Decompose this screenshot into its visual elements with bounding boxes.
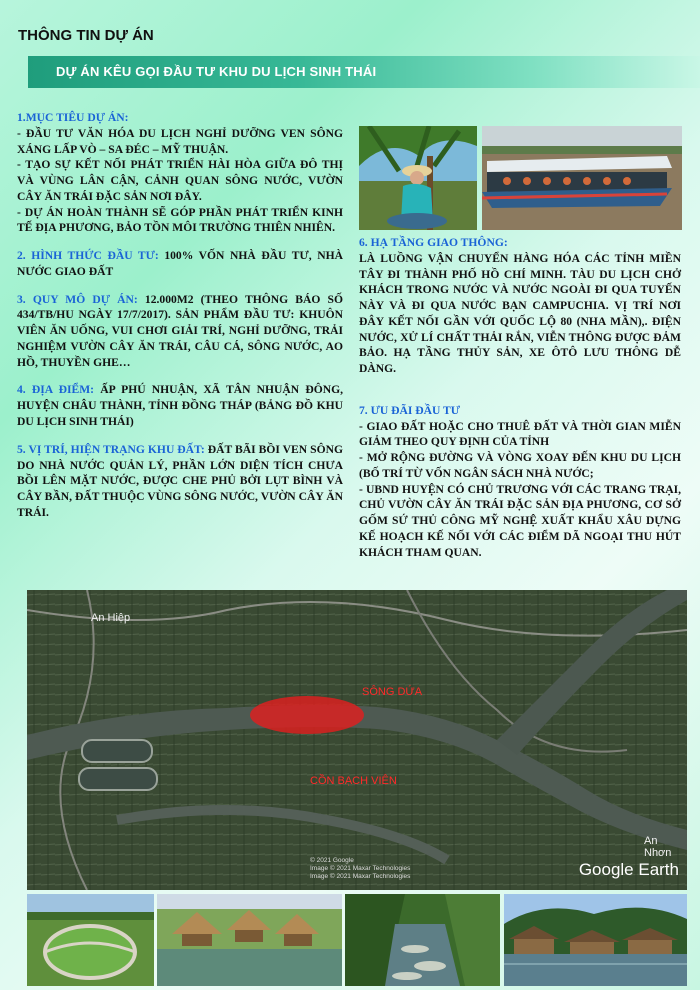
section-text: ẤP PHÚ NHUẬN, XÃ TÂN NHUẬN ĐÔNG, HUYỆN CHÂU THÀNH, TỈNH ĐỒNG THÁP (BẢNG ĐỒ KHU DU LỊCH SINH THÁI) [17,383,344,429]
section-line: - UBND HUYỆN CÓ CHỦ TRƯƠNG VỚI CÁC TRANG TRẠI, CHỦ VƯỜN CÂY ĂN TRÁI ĐẶC SẢN ĐỊA PHƯƠNG, CƠ SỞ GỐM SỨ THỦ CÔNG MỸ NGHỆ XUẤT KHẨU XÂU DỰNG KẾ HOẠCH KẾ NỐI VỚI CÁC ĐIỂM DÃ NGOẠI THU HÚT KHÁCH THAM QUAN. [359,482,681,559]
section-heading: 2. HÌNH THỨC ĐẦU TƯ: [17,249,159,263]
section-investment-form [17,248,343,280]
section-heading: 7. ƯU ĐÃI ĐẦU TƯ [359,403,461,417]
photo-woman-coconut [359,126,477,230]
section-heading: 3. QUY MÔ DỰ ÁN: [17,292,138,306]
section-site-status [17,442,343,521]
google-earth-logo: Google Earth [578,860,679,879]
right-column [359,235,681,573]
satellite-imagery [27,590,687,890]
section-incentives [359,403,681,561]
section-text: ĐẤT BÃI BỒI VEN SÔNG DO NHÀ NƯỚC QUẢN LÝ, PHẦN LỚN DIỆN TÍCH CHƯA BỒI LÊN MẶT NƯỚC, ĐƯỢC CHE PHỦ BỞI LỤT BÌNH VÀ CÂY BẦN, ĐẤT THUỘC VÙNG SÔNG NƯỚC, VƯỜN CÂY ĂN TRÁI. [17,442,343,519]
photo-thatched-huts [157,894,342,986]
section-heading: 4. ĐỊA ĐIỂM: [17,383,95,397]
section-heading: 5. VỊ TRÍ, HIỆN TRẠNG KHU ĐẤT: [17,442,205,456]
map-label-con-bach-vien: CỒN BẠCH VIÊN [310,775,397,787]
photo-boats-canal [345,894,500,986]
project-banner [28,56,700,88]
satellite-map [27,590,687,890]
section-line: - GIAO ĐẤT HOẶC CHO THUÊ ĐẤT VÀ THỜI GIAN MIỄN GIẢM THEO QUY ĐỊNH CỦA TỈNH [359,419,681,449]
section-location [17,382,343,429]
photo-riverside-resort [504,894,687,986]
banner-text: DỰ ÁN KÊU GỌI ĐẦU TƯ KHU DU LỊCH SINH THÁI [56,64,377,79]
section-heading: 1.MỤC TIÊU DỰ ÁN: [17,111,129,124]
section-line: - MỞ RỘNG ĐƯỜNG VÀ VÒNG XOAY ĐẾN KHU DU LỊCH (BỐ TRÍ TỪ VỐN NGÂN SÁCH NHÀ NƯỚC; [359,451,681,480]
map-label-an-hiep: An Hiệp [91,612,131,624]
section-transport [359,235,681,377]
map-label-an-nhon: An Nhơn [644,835,672,859]
map-credit: © 2021 Google Image © 2021 Maxar Technologies Image © 2021 Maxar Technologies [310,857,411,880]
section-text: 12.000M2 (THEO THÔNG BÁO SỐ 434/TB/HU NGÀY 17/7/2017). SẢN PHẨM ĐẦU TƯ: KHUÔN VIÊN ĂN UỐNG, VUI CHƠI GIẢI TRÍ, NGHỈ DƯỠNG, TRẢI NGHIỆM VƯỜN CÂY ĂN TRÁI, CÂU CÁ, SÔNG NƯỚC, AO HỒ, THUYỀN GHE… [17,292,343,369]
section-line: - TẠO SỰ KẾT NỐI PHÁT TRIỂN HÀI HÒA GIỮA ĐÔ THỊ VÀ VÙNG LÂN CẬN, CẢNH QUAN SÔNG NƯỚC, VƯỜN CÂY ĂN TRÁI ĐẶC SẢN NƠI ĐÂY. [17,158,343,203]
section-text: LÀ LUỒNG VẬN CHUYỂN HÀNG HÓA CÁC TỈNH MIỀN TÂY ĐI THÀNH PHỐ HỒ CHÍ MINH. TÀU DU LỊCH CHỞ KHÁCH TRONG NƯỚC VÀ NƯỚC NGOÀI ĐI QUA TUYẾN NÀY VÀ ĐI QUA NƯỚC BẠN CAMPUCHIA. VỊ TRÍ NƠI ĐÂY KẾT NỐI GẦN VỚI QUỐC LỘ 80 (NHA MẦN),. ĐIỆN NƯỚC, XỬ LÍ CHẤT THẢI RẮN, VIỄN THÔNG ĐƯỢC ĐẢM BẢO. HẠ TẦNG THỦY SẢN, XE ÔTÔ LƯU THÔNG DỄ DÀNG. [359,251,681,376]
map-label-song-dua: SÔNG DỨA [362,686,423,698]
section-text: 100% VỐN NHÀ ĐẦU TƯ, NHÀ NƯỚC GIAO ĐẤT [17,249,343,278]
section-line: - ĐẦU TƯ VĂN HÓA DU LỊCH NGHỈ DƯỠNG VEN SÔNG XÁNG LẤP VÒ – SA ĐÉC – MỸ THUẬN. [17,126,343,156]
left-column [17,110,343,533]
section-scale [17,292,343,371]
section-line: - DỰ ÁN HOÀN THÀNH SẼ GÓP PHẦN PHÁT TRIỂN KINH TẾ ĐỊA PHƯƠNG, BẢO TỒN MÔI TRƯỜNG THIÊN NHIÊN. [17,205,343,235]
photo-leaf-building [27,894,154,986]
section-objectives [17,110,343,236]
photo-tourist-boat [482,126,682,230]
section-heading: 6. HẠ TẦNG GIAO THÔNG: [359,236,508,249]
page-title: THÔNG TIN DỰ ÁN [18,27,154,44]
